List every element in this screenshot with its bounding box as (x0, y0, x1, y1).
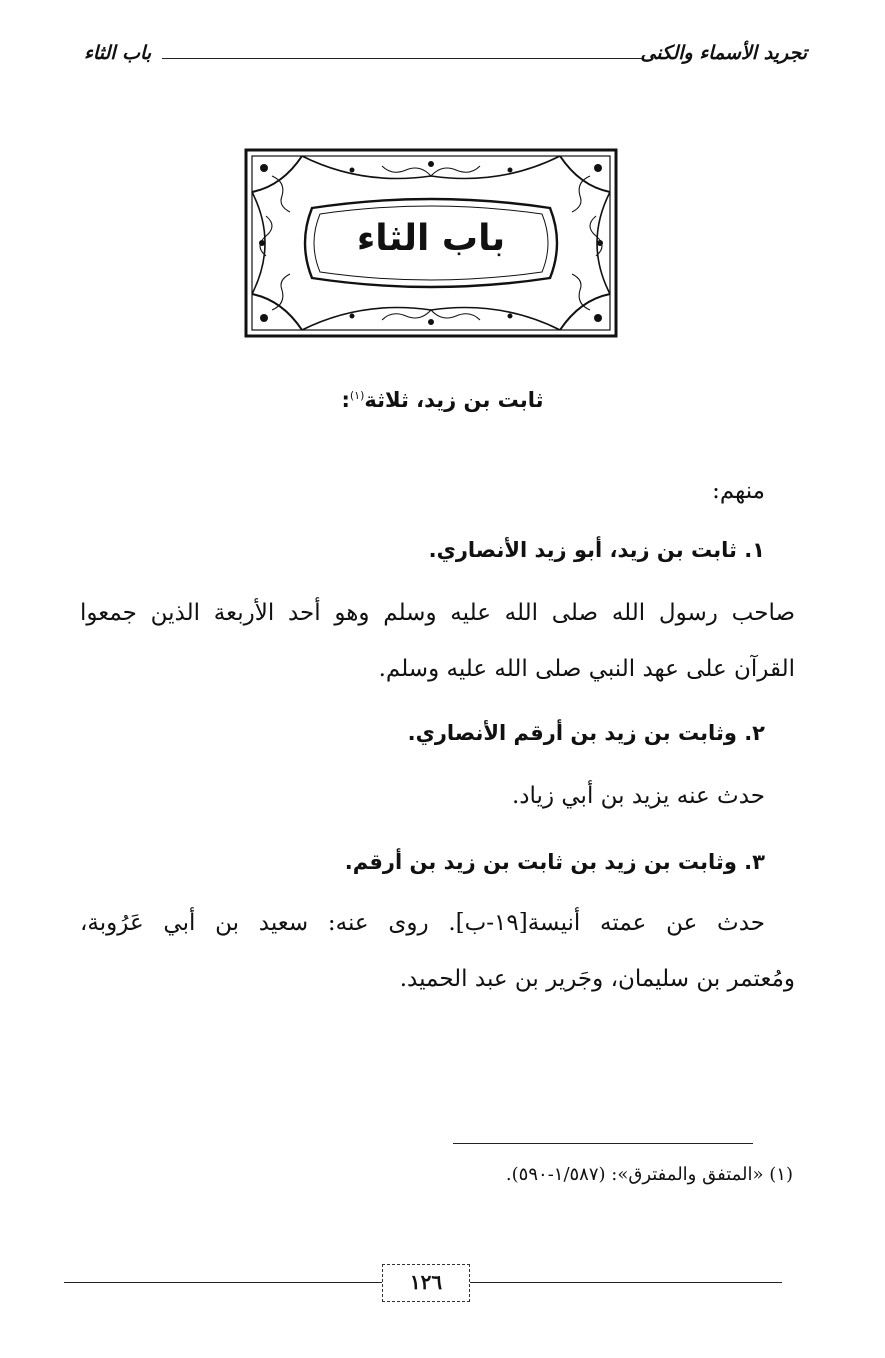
person-1-line-2: القرآن على عهد النبي صلى الله عليه وسلم. (378, 656, 795, 682)
header-rule (162, 58, 642, 59)
entry-heading-text: ثابت بن زيد، ثلاثة (364, 388, 544, 412)
entry-heading (0, 388, 885, 412)
person-3-title: ٣. وثابت بن زيد بن ثابت بن زيد بن أرقم. (344, 850, 765, 874)
person-1-title: ١. ثابت بن زيد، أبو زيد الأنصاري. (428, 538, 765, 562)
intro-line: منهم: (712, 478, 765, 504)
entry-heading-colon: : (341, 388, 350, 412)
footnote-ref: (١) (349, 389, 365, 402)
running-header (84, 40, 807, 76)
page-number: ١٢٦ (382, 1264, 470, 1302)
person-1-line-1: صاحب رسول الله صلى الله عليه وسلم وهو أحد الأربعة الذين جمعوا (80, 600, 795, 626)
person-3-line-1: حدث عن عمته أنيسة[١٩-ب]. روى عنه: سعيد بن أبي عَرُوبة، (80, 910, 765, 936)
chapter-title: باب الثاء (356, 218, 506, 259)
chapter-title-frame (242, 146, 620, 340)
person-2-line-1: حدث عنه يزيد بن أبي زياد. (512, 783, 765, 809)
header-book-title: تجريد الأسماء والكنى (640, 42, 807, 64)
footnote: (١) «المتفق والمفترق»: (١/٥٨٧-٥٩٠). (505, 1164, 793, 1185)
header-chapter-title: باب الثاء (84, 42, 152, 64)
person-3-line-2: ومُعتمر بن سليمان، وجَرير بن عبد الحميد. (399, 966, 795, 992)
footnote-rule (453, 1143, 753, 1144)
person-2-title: ٢. وثابت بن زيد بن أرقم الأنصاري. (407, 721, 765, 745)
